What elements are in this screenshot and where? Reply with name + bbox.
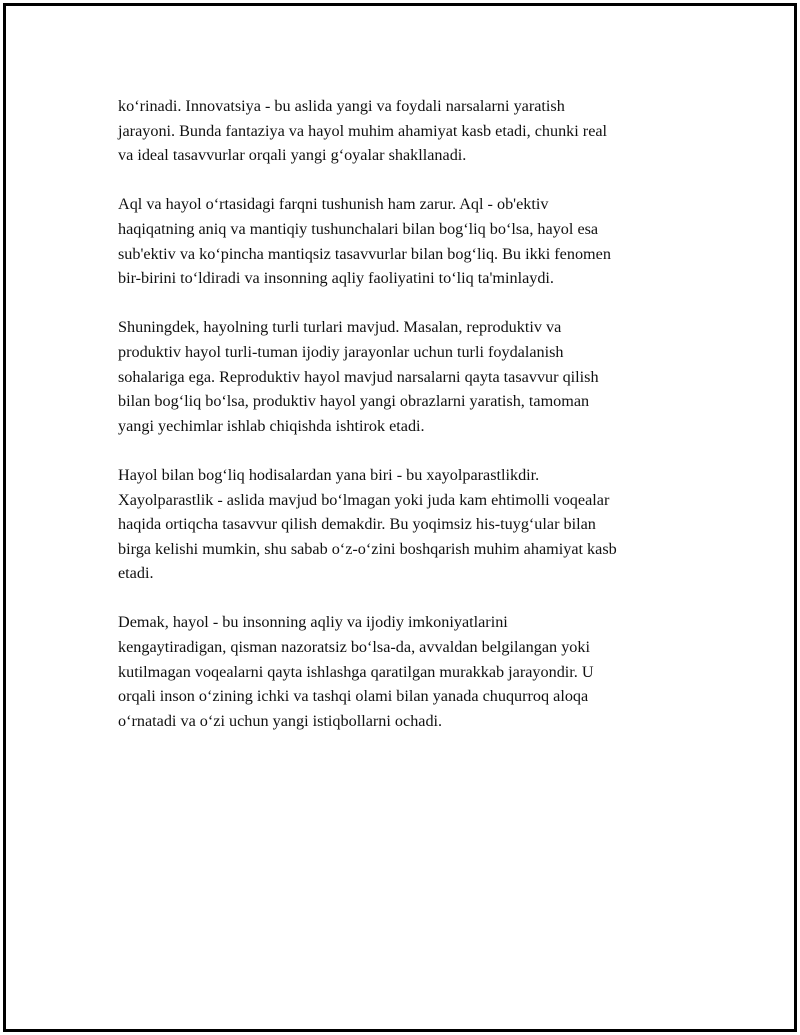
text-line: haqida ortiqcha tasavvur qilish demakdir. Bu yoqimsiz his-tuyg‘ular bilan: [118, 515, 596, 534]
text-line: ko‘rinadi. Innovatsiya - bu aslida yangi va foydali narsalarni yaratish: [118, 97, 565, 115]
text-line: Xayolparastlik - aslida mavjud bo‘lmagan yoki juda kam ehtimolli voqealar: [118, 490, 610, 509]
text-line: bir-birini to‘ldiradi va insonning aqliy faoliyatini to‘liq ta'minlaydi.: [118, 269, 554, 288]
text-line: Hayol bilan bog‘liq hodisalardan yana biri - bu xayolparastlikdir.: [118, 465, 540, 484]
text-line: yangi yechimlar ishlab chiqishda ishtirok etadi.: [118, 416, 425, 435]
text-line: orqali inson o‘zining ichki va tashqi olami bilan yanada chuqurroq aloqa: [118, 687, 589, 706]
text-line: Demak, hayol - bu insonning aqliy va ijodiy imkoniyatlarini: [118, 613, 508, 632]
text-line: haqiqatning aniq va mantiqiy tushunchalari bilan bog‘liq bo‘lsa, hayol esa: [118, 219, 599, 238]
text-line: Aql va hayol o‘rtasidagi farqni tushunish ham zarur. Aql - ob'ektiv: [118, 195, 549, 214]
text-column: [118, 94, 690, 758]
text-line: produktiv hayol turli-tuman ijodiy jarayonlar uchun turli foydalanish: [118, 342, 564, 361]
text-line: jarayoni. Bunda fantaziya va hayol muhim ahamiyat kasb etadi, chunki real: [118, 121, 608, 140]
text-line: birga kelishi mumkin, shu sabab o‘z-o‘zini boshqarish muhim ahamiyat kasb: [118, 539, 617, 558]
paragraph-3: [118, 315, 690, 438]
text-line: kutilmagan voqealarni qayta ishlashga qaratilgan murakkab jarayondir. U: [118, 662, 594, 681]
text-line: sub'ektiv va ko‘pincha mantiqsiz tasavvurlar bilan bog‘liq. Bu ikki fenomen: [118, 244, 611, 263]
paragraph-4: [118, 463, 690, 586]
paragraph-5: [118, 610, 690, 733]
text-line: bilan bog‘liq bo‘lsa, produktiv hayol yangi obrazlarni yaratish, tamoman: [118, 392, 590, 411]
text-line: sohalariga ega. Reproduktiv hayol mavjud narsalarni qayta tasavvur qilish: [118, 367, 599, 386]
text-line: kengaytiradigan, qisman nazoratsiz bo‘lsa-da, avvaldan belgilangan yoki: [118, 638, 590, 657]
text-line: va ideal tasavvurlar orqali yangi g‘oyalar shakllanadi.: [118, 146, 467, 165]
paragraph-1: [118, 94, 690, 168]
document-page: [3, 3, 797, 1032]
paragraph-2: [118, 192, 690, 290]
text-line: o‘rnatadi va o‘zi uchun yangi istiqbollarni ochadi.: [118, 711, 443, 730]
text-line: etadi.: [118, 564, 154, 583]
text-line: Shuningdek, hayolning turli turlari mavjud. Masalan, reproduktiv va: [118, 318, 562, 337]
